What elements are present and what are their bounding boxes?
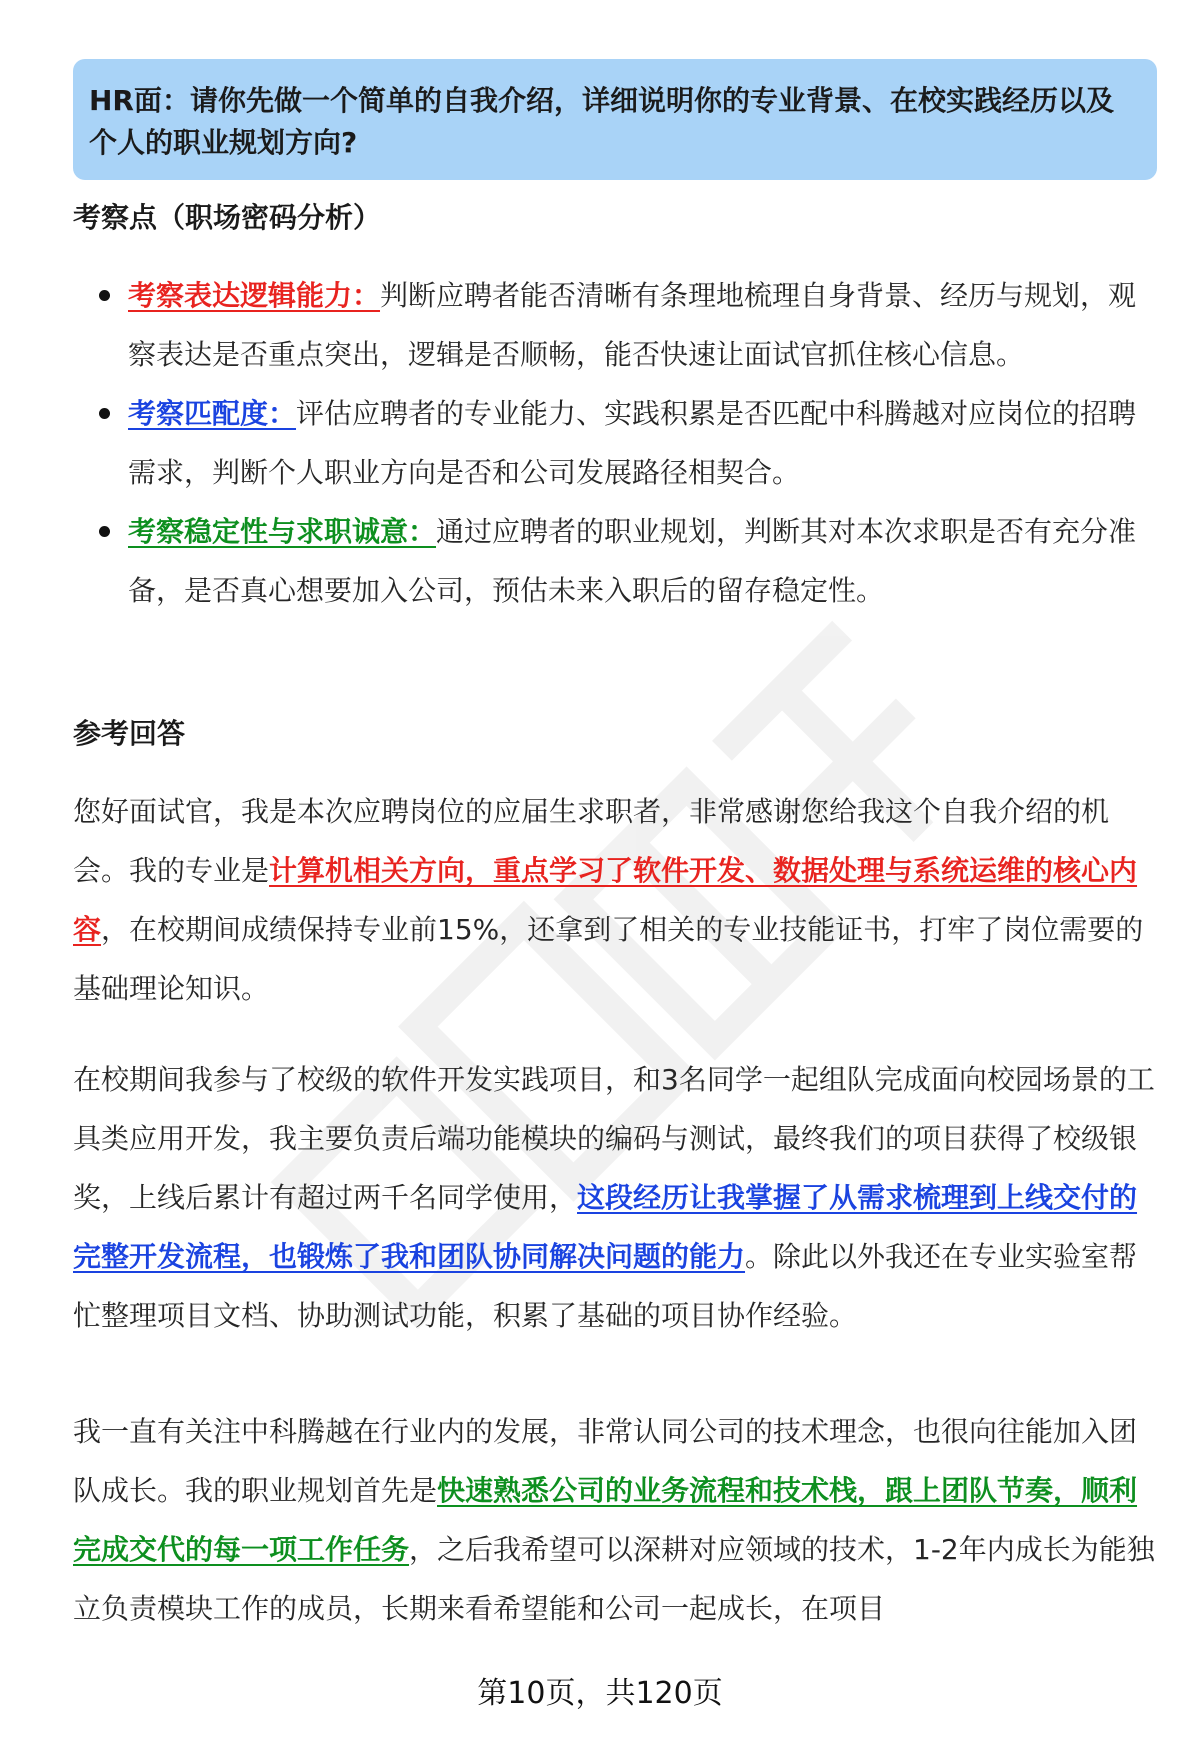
bullet-text: 评估应聘者的专业能力、实践积累是否匹配中科腾越对应岗位的招聘需求，判断个人职业方向是否和公司发展路径相契合。	[128, 397, 1137, 489]
exam-points-heading: 考察点（职场密码分析）	[73, 201, 382, 234]
bullet-text: 判断应聘者能否清晰有条理地梳理自身背景、经历与规划，观察表达是否重点突出，逻辑是否顺畅，能否快速让面试官抓住核心信息。	[128, 279, 1137, 371]
bullet-dot-icon	[99, 526, 110, 537]
highlight-text: 这段经历让我掌握了从需求梳理到上线交付的完整开发流程，也锻炼了我和团队协同解决问题的能力	[73, 1181, 1138, 1273]
question-banner	[73, 59, 1157, 180]
paragraph-text: 。除此以外我还在专业实验室帮忙整理项目文档、协助测试功能，积累了基础的项目协作经验。	[73, 1240, 1138, 1332]
exam-points-list	[73, 266, 1163, 620]
list-item	[73, 266, 1163, 384]
paragraph-text: 我一直有关注中科腾越在行业内的发展，非常认同公司的技术理念，也很向往能加入团队成长。我的职业规划首先是	[73, 1415, 1138, 1507]
bullet-key: 考察匹配度：	[128, 397, 297, 430]
bullet-key: 考察稳定性与求职诚意：	[128, 515, 437, 548]
bullet-text: 通过应聘者的职业规划，判断其对本次求职是否有充分准备，是否真心想要加入公司，预估未来入职后的留存稳定性。	[128, 515, 1137, 607]
answer-paragraph-1	[73, 782, 1163, 1018]
highlight-text: 快速熟悉公司的业务流程和技术栈，跟上团队节奏，顺利完成交代的每一项工作任务	[73, 1474, 1138, 1566]
bullet-dot-icon	[99, 290, 110, 301]
answer-paragraph-2	[73, 1050, 1163, 1345]
paragraph-text: 在校期间我参与了校级的软件开发实践项目，和3名同学一起组队完成面向校园场景的工具类应用开发，我主要负责后端功能模块的编码与测试，最终我们的项目获得了校级银奖，上线后累计有超过两千名同学使用，	[73, 1063, 1155, 1214]
page-number-footer: 第10页，共120页	[477, 1676, 723, 1711]
answer-paragraph-3	[73, 1402, 1163, 1638]
paragraph-text: ，之后我希望可以深耕对应领域的技术，1-2年内成长为能独立负责模块工作的成员，长期来看希望能和公司一起成长，在项目	[73, 1533, 1155, 1625]
bullet-dot-icon	[99, 408, 110, 419]
list-item	[73, 384, 1163, 502]
bullet-key: 考察表达逻辑能力：	[128, 279, 381, 312]
paragraph-text: ，在校期间成绩保持专业前15%，还拿到了相关的专业技能证书，打牢了岗位需要的基础理论知识。	[73, 913, 1144, 1005]
highlight-text: 计算机相关方向，重点学习了软件开发、数据处理与系统运维的核心内容	[73, 854, 1138, 946]
question-text: HR面：请你先做一个简单的自我介绍，详细说明你的专业背景、在校实践经历以及个人的职业规划方向?	[89, 84, 1114, 159]
answer-heading: 参考回答	[73, 717, 186, 750]
paragraph-text: 您好面试官，我是本次应聘岗位的应届生求职者，非常感谢您给我这个自我介绍的机会。我的专业是	[73, 795, 1110, 887]
list-item	[73, 502, 1163, 620]
